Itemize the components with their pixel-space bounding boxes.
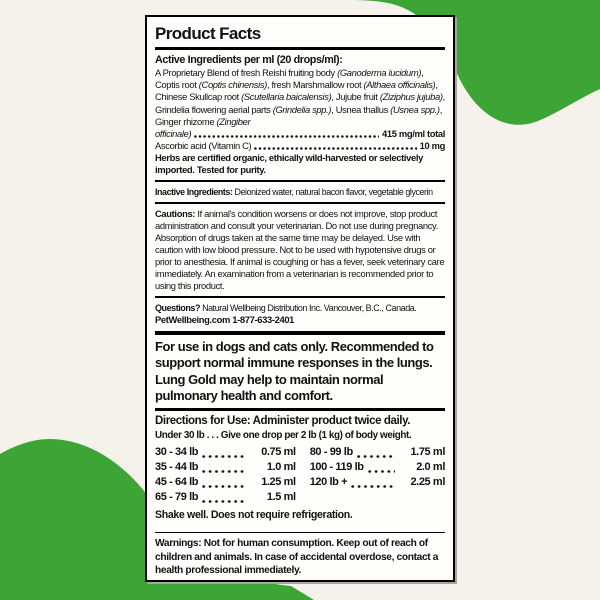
dosage-table bbox=[155, 445, 445, 505]
dot-leader bbox=[202, 455, 246, 458]
dose-row bbox=[310, 460, 445, 475]
dot-leader bbox=[202, 485, 246, 488]
dose-weight-range: 45 - 64 lb bbox=[155, 476, 199, 489]
dose-row bbox=[155, 445, 296, 460]
divider bbox=[155, 47, 445, 50]
dose-row bbox=[155, 490, 296, 505]
cautions-section bbox=[155, 208, 445, 293]
dot-leader bbox=[368, 470, 395, 473]
product-facts-title: Product Facts bbox=[155, 24, 261, 43]
dose-weight-range: 80 - 99 lb bbox=[309, 446, 353, 459]
product-facts-label bbox=[145, 15, 455, 582]
vitamin-c-left: Ascorbic acid (Vitamin C) bbox=[155, 139, 252, 151]
questions-section bbox=[155, 302, 445, 326]
active-ingredients-blend: A Proprietary Blend of fresh Reishi fruiting body (Ganoderma lucidum), Coptis root (Coptis chinensis), fresh Marshmallow root (Althaea officinalis), Chinese Skullcap root (Scutellaria baicalensis), Jujube fruit (Ziziphus jujuba), Grindelia flowering aerial parts (Grindelia spp.), Usnea thallus (Usnea spp.), Ginger rhizome (Zingiber bbox=[155, 67, 445, 127]
dosage-column-left bbox=[155, 445, 296, 505]
dose-weight-range: 35 - 44 lb bbox=[155, 461, 199, 474]
dose-amount: 1.0 ml bbox=[266, 461, 296, 474]
directions-header: Directions for Use: Administer product twice daily. bbox=[155, 415, 411, 428]
inactive-ingredients-section bbox=[155, 186, 445, 198]
dot-leader bbox=[202, 500, 246, 503]
dose-weight-range: 30 - 34 lb bbox=[155, 446, 199, 459]
cautions-text: Cautions: If animal's condition worsens or does not improve, stop product administration and consult your veterinarian. Do not use during pregnancy. Absorption of drugs taken at the same time may be delayed. Use with caution with low blood pressure. Not to be used with hypotensive drugs or prior to anesthesia. If animal is coughing or has a fever, seek veterinary care immediately. An examination from a veterinarian is recommended prior to using this product. bbox=[155, 207, 445, 292]
vitamin-c-line bbox=[155, 140, 445, 152]
dot-leader bbox=[357, 455, 395, 458]
dose-row bbox=[310, 445, 445, 460]
blend-total-left: officinale) bbox=[155, 127, 192, 139]
divider bbox=[155, 331, 445, 334]
dose-amount: 2.0 ml bbox=[416, 461, 445, 474]
warnings-section bbox=[155, 537, 445, 577]
dose-amount: 1.5 ml bbox=[266, 491, 296, 504]
questions-line: Questions? Natural Wellbeing Distribution Inc. Vancouver, B.C., Canada. bbox=[155, 303, 417, 314]
dot-leader bbox=[202, 470, 246, 473]
dot-leader bbox=[194, 135, 379, 138]
blend-total-value: 415 mg/ml total bbox=[382, 127, 445, 139]
active-ingredients-section bbox=[155, 54, 445, 176]
dose-weight-range: 65 - 79 lb bbox=[155, 491, 199, 504]
directions-section bbox=[155, 415, 445, 521]
divider bbox=[155, 180, 445, 182]
dose-amount: 1.25 ml bbox=[261, 476, 296, 489]
shake-well-note: Shake well. Does not require refrigeration. bbox=[155, 509, 353, 522]
dot-leader bbox=[254, 147, 416, 150]
divider bbox=[155, 202, 445, 204]
divider bbox=[155, 408, 445, 411]
usage-statement: For use in dogs and cats only. Recommended to support normal immune responses in the lungs. Lung Gold may help to maintain normal pulmonary health and comfort. bbox=[155, 338, 434, 404]
warnings-text: Warnings: Not for human consumption. Keep out of reach of children and animals. In case of accidental overdose, contact a health professional immediately. bbox=[155, 538, 439, 577]
dose-row bbox=[310, 475, 445, 490]
herbs-certification-note: Herbs are certified organic, ethically wild-harvested or selectively imported. Tested for purity. bbox=[155, 151, 423, 176]
divider bbox=[155, 296, 445, 298]
under-30lb-line: Under 30 lb . . . Give one drop per 2 lb (1 kg) of body weight. bbox=[155, 430, 412, 442]
dose-row bbox=[155, 460, 296, 475]
blend-total-line bbox=[155, 128, 445, 140]
dose-amount: 2.25 ml bbox=[410, 476, 445, 489]
divider bbox=[155, 532, 445, 534]
dosage-column-right bbox=[310, 445, 445, 505]
inactive-ingredients-text: Inactive Ingredients: Deionized water, natural bacon flavor, vegetable glycerin bbox=[155, 186, 433, 197]
dose-row bbox=[155, 475, 296, 490]
dose-weight-range: 100 - 119 lb bbox=[309, 461, 364, 474]
dot-leader bbox=[351, 485, 395, 488]
dose-amount: 0.75 ml bbox=[261, 446, 296, 459]
vitamin-c-value: 10 mg bbox=[419, 139, 445, 151]
dose-amount: 1.75 ml bbox=[410, 446, 445, 459]
dose-weight-range: 120 lb + bbox=[309, 476, 348, 489]
active-ingredients-header: Active Ingredients per ml (20 drops/ml): bbox=[155, 54, 343, 67]
contact-line: PetWellbeing.com 1-877-633-2401 bbox=[155, 314, 295, 326]
